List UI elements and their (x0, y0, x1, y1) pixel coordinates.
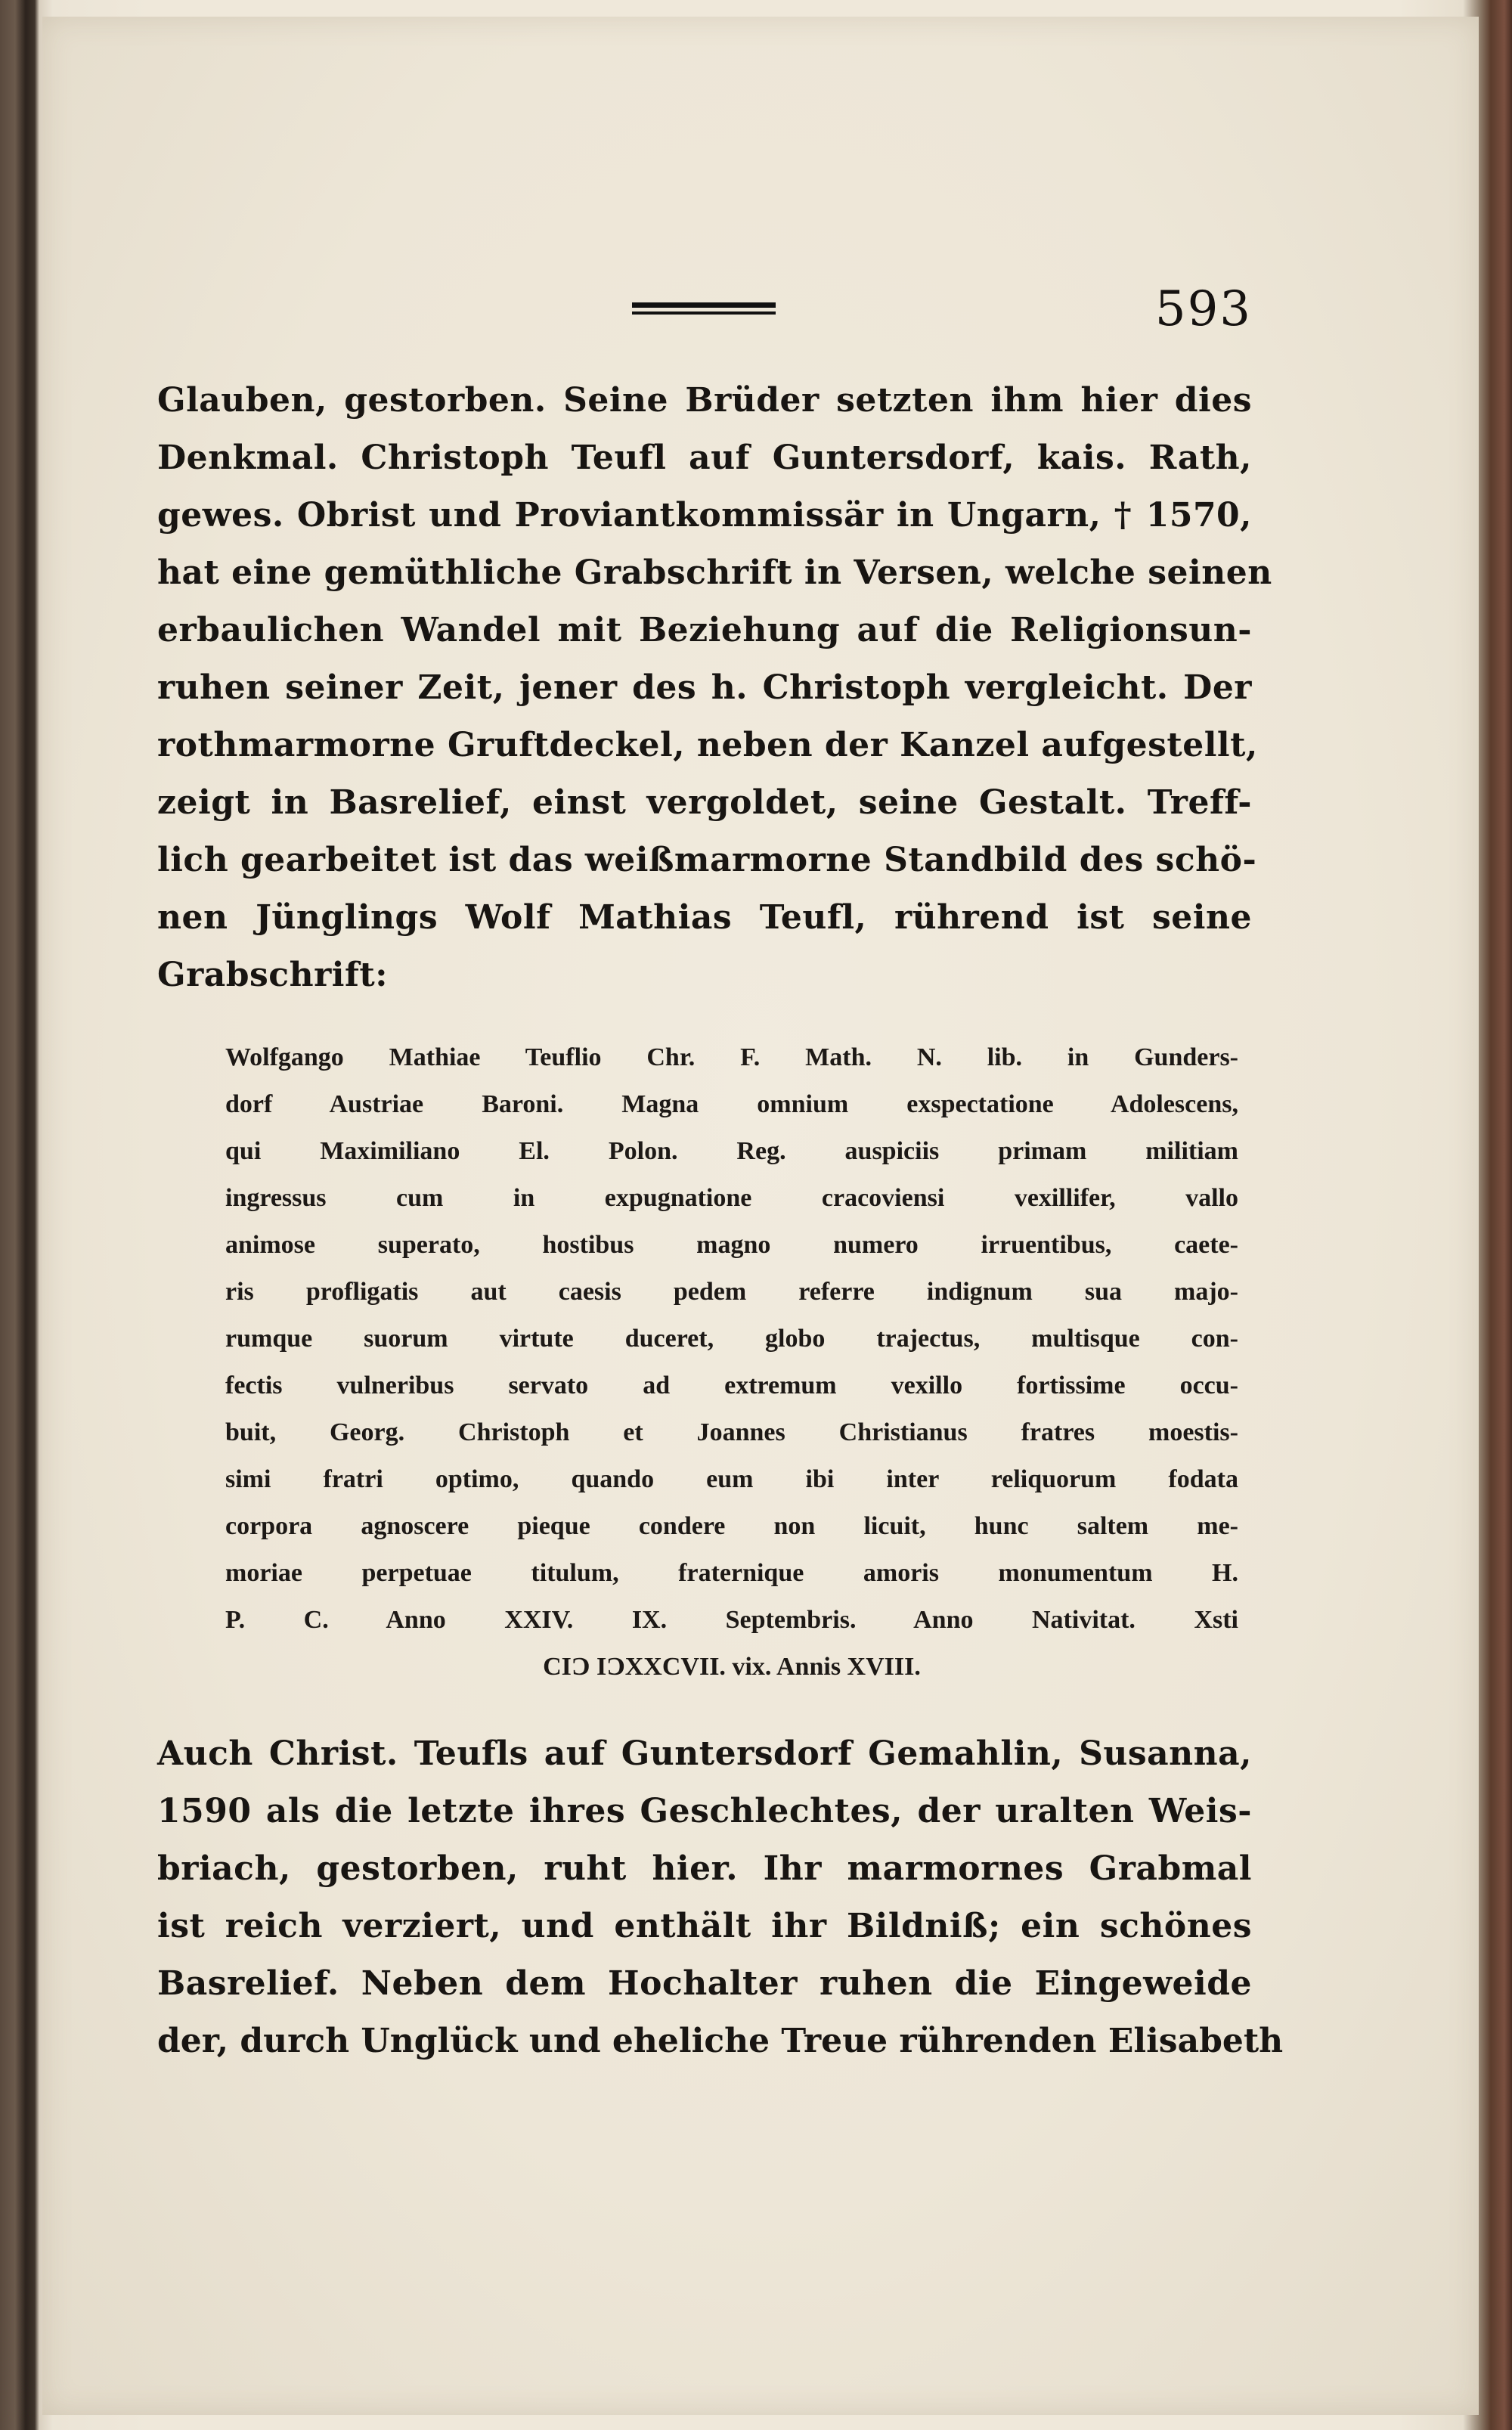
text-line: Basrelief. Neben dem Hochalter ruhen die Eingeweide (157, 1964, 1252, 2003)
text-line: gewes. Obrist und Proviantkommissär in Ungarn, † 1570, (157, 496, 1252, 535)
text-line: Grabschrift: (157, 956, 388, 994)
text-line: hat eine gemüthliche Grabschrift in Versen, welche seinen (157, 553, 1272, 592)
text-line: Glauben, gestorben. Seine Brüder setzten ihm hier dies (157, 381, 1252, 420)
text-line: 1590 als die letzte ihres Geschlechtes, der uralten Weis- (157, 1792, 1252, 1830)
epitaph-line: ris profligatis aut caesis pedem referre indignum sua majo- (225, 1278, 1238, 1306)
paragraph-2 (157, 1725, 1284, 2070)
text-line: briach, gestorben, ruht hier. Ihr marmornes Grabmal (157, 1849, 1252, 1888)
epitaph-line: dorf Austriae Baroni. Magna omnium exspectatione Adolescens, (225, 1090, 1238, 1118)
epitaph-line: buit, Georg. Christoph et Joannes Christianus fratres moestis- (225, 1418, 1238, 1446)
epitaph-line: corpora agnoscere pieque condere non licuit, hunc saltem me- (225, 1512, 1238, 1540)
epitaph-date-line: CIƆ IƆXXCVII. vix. Annis XVIII. (543, 1653, 921, 1681)
text-line: rothmarmorne Gruftdeckel, neben der Kanzel aufgestellt, (157, 726, 1258, 764)
book-page (42, 17, 1479, 2415)
header-rule (632, 302, 776, 315)
latin-epitaph (225, 1034, 1238, 1691)
epitaph-line: rumque suorum virtute duceret, globo trajectus, multisque con- (225, 1325, 1238, 1353)
text-line: ist reich verziert, und enthält ihr Bildniß; ein schönes (157, 1907, 1252, 1945)
text-line: lich gearbeitet ist das weißmarmorne Standbild des schö- (157, 841, 1257, 879)
epitaph-line: fectis vulneribus servato ad extremum vexillo fortissime occu- (225, 1372, 1238, 1399)
paragraph-1 (157, 372, 1272, 1004)
epitaph-line: P. C. Anno XXIV. IX. Septembris. Anno Nativitat. Xsti (225, 1606, 1238, 1634)
text-line: erbaulichen Wandel mit Beziehung auf die Religionsun- (157, 611, 1252, 649)
text-line: nen Jünglings Wolf Mathias Teufl, rührend ist seine (157, 898, 1252, 937)
text-line: Auch Christ. Teufls auf Guntersdorf Gemahlin, Susanna, (157, 1734, 1252, 1773)
epitaph-line: Wolfgango Mathiae Teuflio Chr. F. Math. N. lib. in Gunders- (225, 1043, 1238, 1071)
page-header (42, 281, 1479, 342)
epitaph-line: simi fratri optimo, quando eum ibi inter reliquorum fodata (225, 1465, 1238, 1493)
text-line: der, durch Unglück und eheliche Treue rührenden Elisabeth (157, 2022, 1284, 2060)
text-line: zeigt in Basrelief, einst vergoldet, seine Gestalt. Treff- (157, 783, 1252, 822)
page-body (157, 372, 1284, 2070)
epitaph-line: ingressus cum in expugnatione cracoviensi vexillifer, vallo (225, 1184, 1238, 1212)
text-line: ruhen seiner Zeit, jener des h. Christoph vergleicht. Der (157, 668, 1252, 707)
epitaph-line: qui Maximiliano El. Polon. Reg. auspiciis primam militiam (225, 1137, 1238, 1165)
epitaph-line: animose superato, hostibus magno numero irruentibus, caete- (225, 1231, 1238, 1259)
text-line: Denkmal. Christoph Teufl auf Guntersdorf, kais. Rath, (157, 439, 1252, 477)
epitaph-line: moriae perpetuae titulum, fraternique amoris monumentum H. (225, 1559, 1238, 1587)
page-number: 593 (1154, 281, 1252, 337)
